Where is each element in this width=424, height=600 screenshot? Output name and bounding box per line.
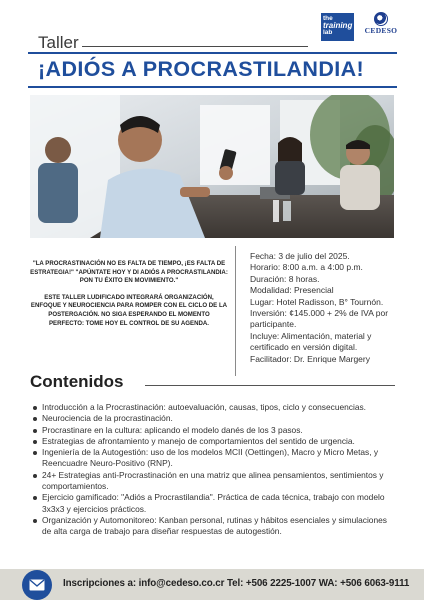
logo-word-the: the	[323, 15, 333, 22]
intro-quote: "LA PROCRASTINACIÓN NO ES FALTA DE TIEMPO, ¡ES FALTA DE ESTRATEGIA!" "APÚNTATE HOY Y DI ADIÓS A PROCRASTILANDIA: PON TU ÉXITO EN MOVIMIENTO."	[30, 260, 228, 285]
kicker-divider	[82, 46, 308, 47]
contenidos-heading: Contenidos	[30, 372, 124, 391]
list-item: Organización y Automonitoreo: Kanban personal, rutinas y hábitos esenciales y simulaciones de alta carga de trabajo para diseñar respuestas de autogestión.	[30, 515, 396, 538]
detail-schedule: Horario: 8:00 a.m. a 4:00 p.m.	[250, 262, 363, 273]
list-item: Estrategias de afrontamiento y manejo de comportamientos del sentido de urgencia.	[30, 436, 396, 447]
meeting-photo	[30, 95, 394, 238]
vertical-divider	[235, 246, 236, 376]
logo-word-training: training	[323, 21, 353, 30]
mail-icon	[22, 570, 52, 600]
detail-duration: Duración: 8 horas.	[250, 273, 320, 284]
cedeso-emblem-icon	[374, 12, 388, 26]
contenidos-list	[30, 402, 396, 538]
contact-info: Inscripciones a: info@cedeso.co.cr Tel: +506 2225-1007 WA: +506 6063-9111	[63, 578, 410, 589]
detail-facilitator: Facilitador: Dr. Enrique Margery	[250, 353, 370, 364]
training-lab-logo	[321, 13, 354, 41]
detail-location: Lugar: Hotel Radisson, B° Tournón.	[250, 296, 384, 307]
logo-word-lab: lab	[323, 29, 333, 36]
cedeso-logo	[364, 12, 398, 44]
detail-date: Fecha: 3 de julio del 2025.	[250, 251, 350, 261]
list-item: 24+ Estrategias anti-Procrastinación en una matriz que alinea pensamientos, sentimientos y comportamientos.	[30, 470, 396, 493]
list-item: Introducción a la Procrastinación: autoevaluación, causas, tipos, ciclo y consecuencias.	[30, 402, 396, 413]
list-item: Ingeniería de la Autogestión: uso de los modelos MCII (Oettingen), Macro y Micro Metas, y Reencuadre Neuro-Positivo (RNP).	[30, 447, 396, 470]
list-item: Ejercicio gamificado: "Adiós a Procrastilandia". Práctica de cada técnica, trabajo con modelo 3x3x3 y ejercicios prácticos.	[30, 492, 396, 515]
kicker-text: Taller	[38, 33, 79, 52]
list-item: Neurociencia de la procrastinación.	[30, 413, 396, 424]
contenidos-divider	[145, 385, 395, 386]
event-details	[250, 251, 400, 365]
detail-investment: Inversión: ¢145.000 + 2% de IVA por participante.	[250, 308, 389, 330]
cedeso-name: CEDESO	[364, 26, 398, 35]
detail-modality: Modalidad: Presencial	[250, 285, 334, 296]
intro-description: ESTE TALLER LUDIFICADO INTEGRARÁ ORGANIZACIÓN, ENFOQUE Y NEUROCIENCIA PARA ROMPER CON EL CICLO DE LA POSTERGACIÓN. NO SIGA ESPERANDO EL MOMENTO PERFECTO: TOME HOY EL CONTROL DE SU AGENDA.	[30, 293, 228, 327]
intro-block	[30, 260, 228, 336]
list-item: Procrastinare en la cultura: aplicando el modelo danés de los 3 pasos.	[30, 425, 396, 436]
page-title: ¡ADIÓS A PROCRASTILANDIA!	[38, 57, 365, 81]
detail-includes: Incluye: Alimentación, material y certificado en versión digital.	[250, 330, 372, 353]
